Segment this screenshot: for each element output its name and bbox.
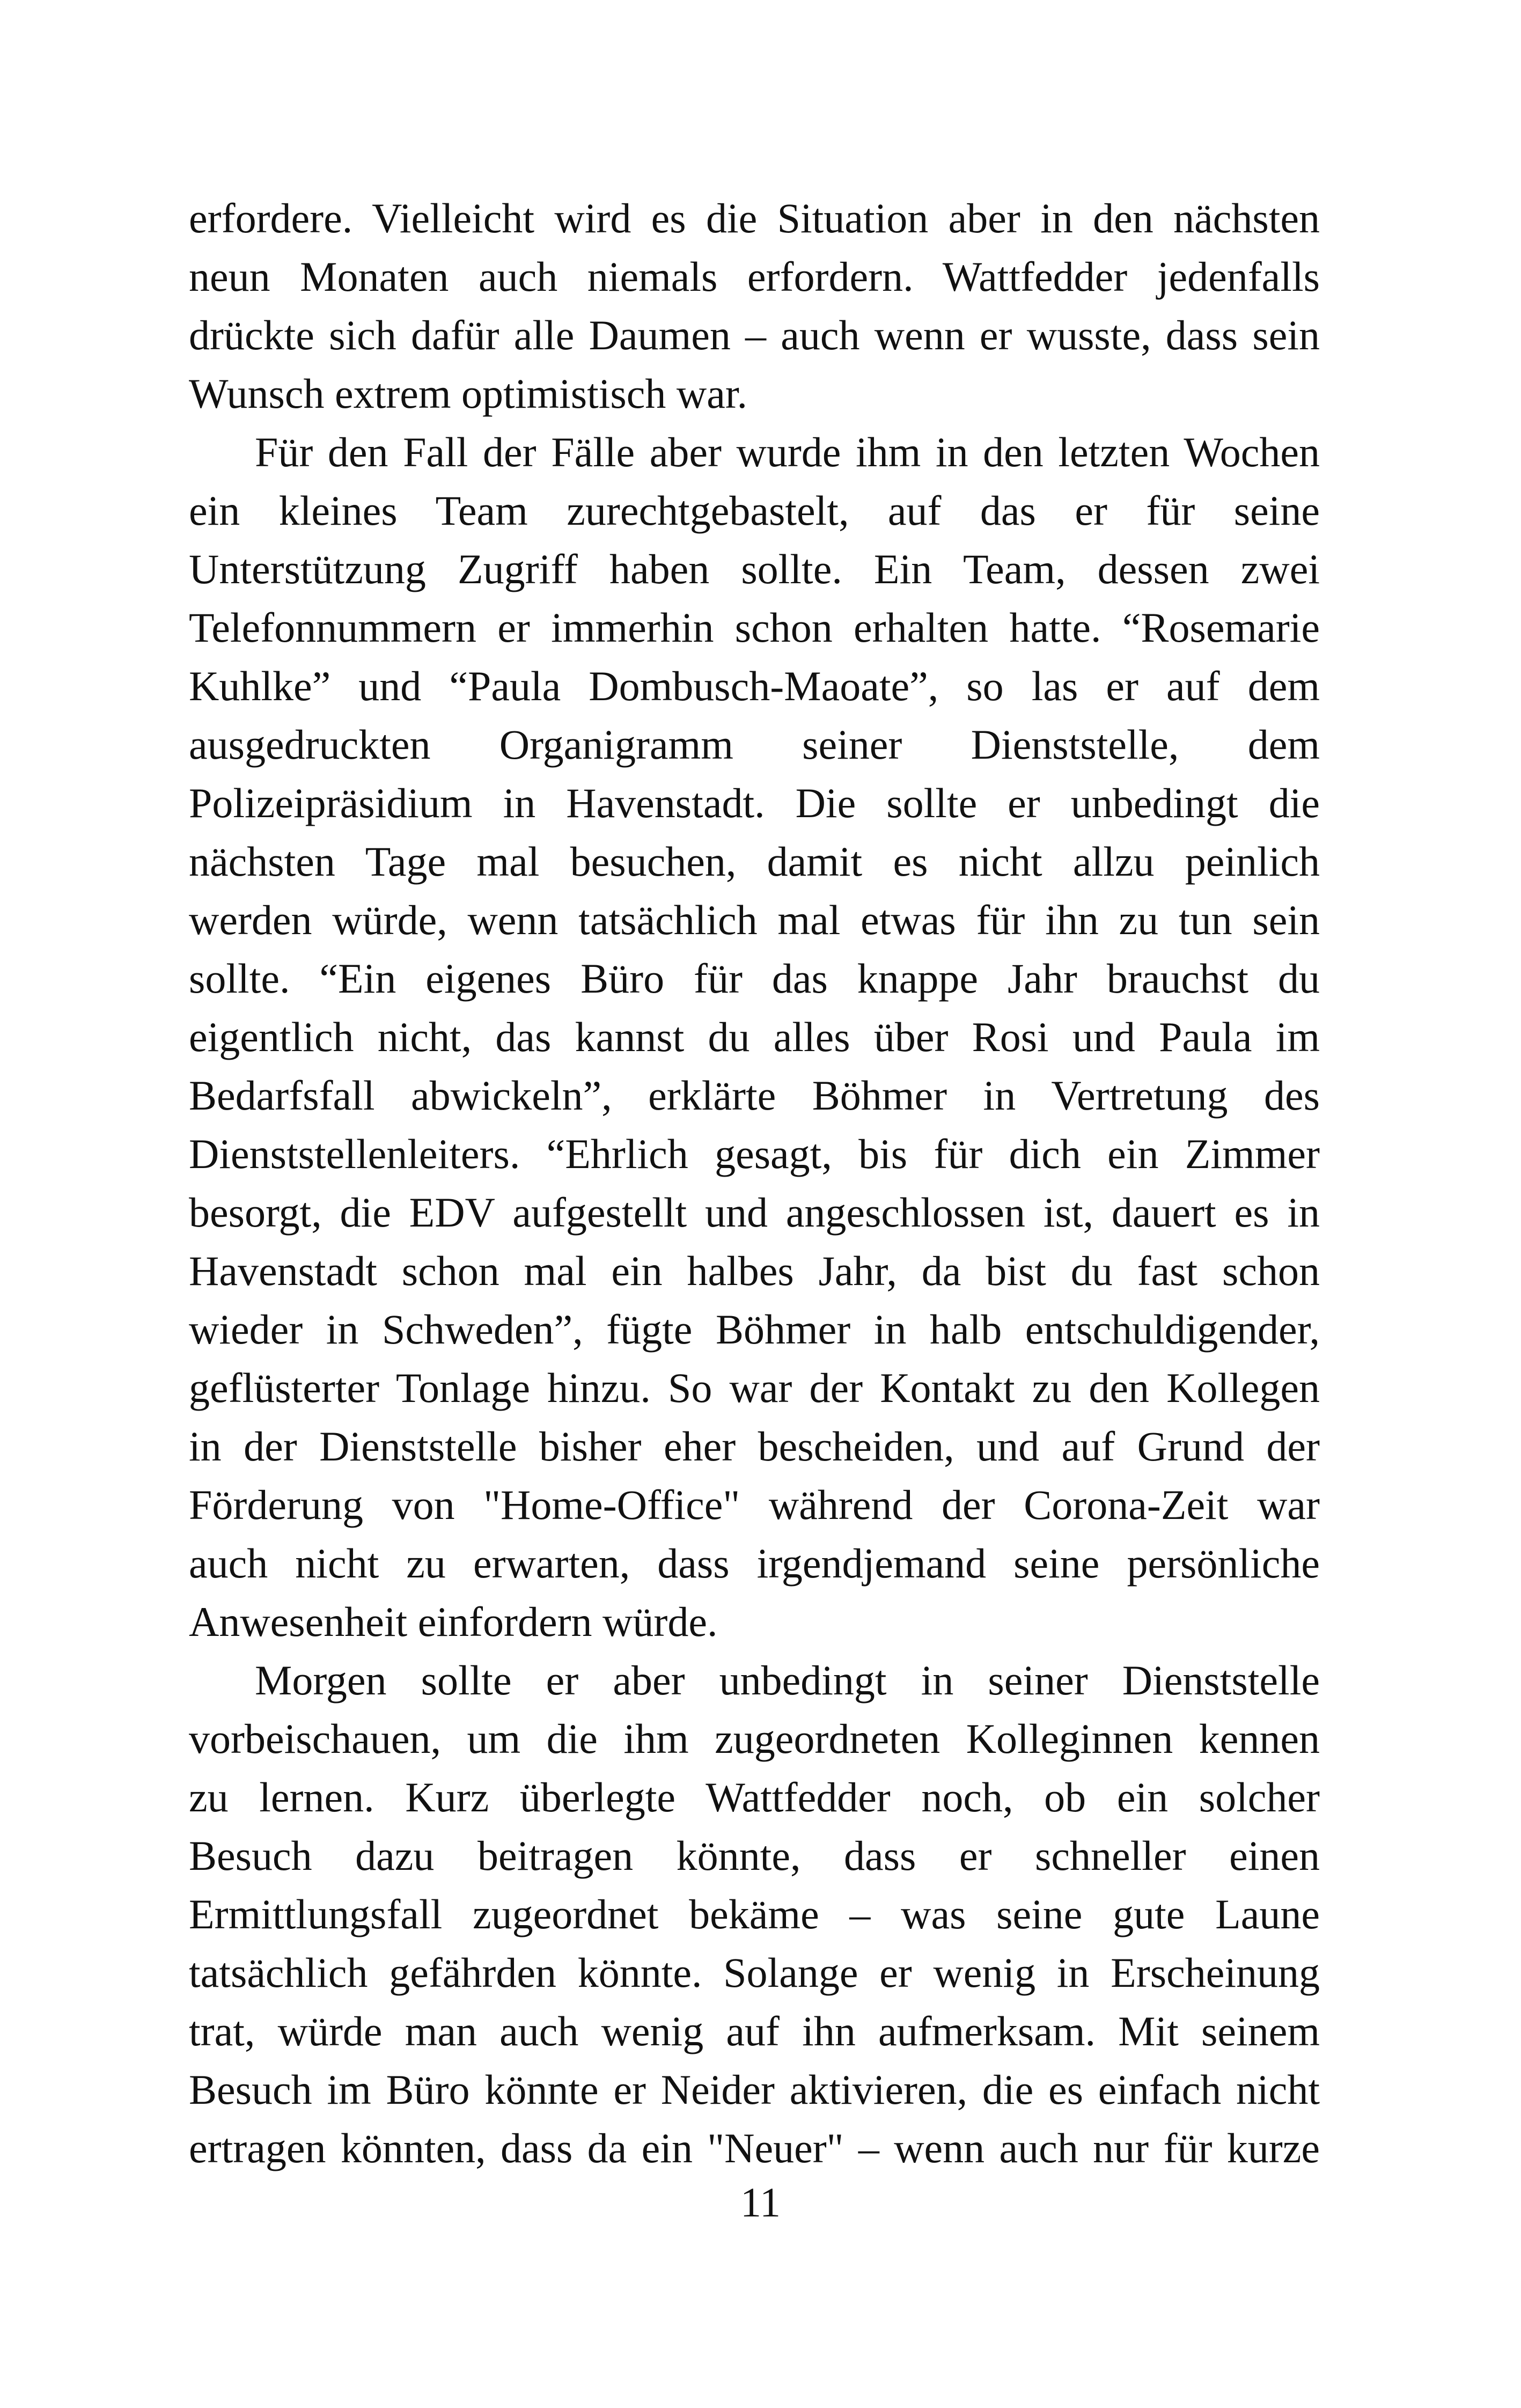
text-line: neun Monaten auch niemals erfordern. Wattfedder jedenfalls: [189, 253, 1320, 300]
text-line: Ermittlungsfall zugeordnet bekäme – was seine gute Laune: [189, 1891, 1320, 1937]
text-line: Für den Fall der Fälle aber wurde ihm in den letzten Wochen: [255, 429, 1320, 475]
text-line: tatsächlich gefährden könnte. Solange er wenig in Erscheinung: [189, 1949, 1320, 1996]
text-line: Telefonnummern er immerhin schon erhalten hatte. “Rosemarie: [189, 604, 1320, 651]
text-line: ein kleines Team zurechtgebastelt, auf das er für seine: [189, 487, 1320, 534]
text-line: drückte sich dafür alle Daumen – auch wenn er wusste, dass sein: [189, 312, 1320, 358]
text-line: nächsten Tage mal besuchen, damit es nicht allzu peinlich: [189, 838, 1320, 885]
body-text: [189, 189, 1320, 2177]
text-line: Bedarfsfall abwickeln”, erklärte Böhmer in Vertretung des: [189, 1072, 1320, 1119]
text-line: wieder in Schweden”, fügte Böhmer in halb entschuldigender,: [189, 1306, 1320, 1353]
text-line: Havenstadt schon mal ein halbes Jahr, da bist du fast schon: [189, 1247, 1320, 1294]
text-line: Unterstützung Zugriff haben sollte. Ein Team, dessen zwei: [189, 546, 1320, 592]
text-line: trat, würde man auch wenig auf ihn aufmerksam. Mit seinem: [189, 2008, 1320, 2054]
text-line: auch nicht zu erwarten, dass irgendjemand seine persönliche: [189, 1540, 1320, 1587]
text-line: sollte. “Ein eigenes Büro für das knappe Jahr brauchst du: [189, 955, 1320, 1002]
text-line: Besuch im Büro könnte er Neider aktivieren, die es einfach nicht: [189, 2066, 1320, 2113]
text-line: geflüsterter Tonlage hinzu. So war der Kontakt zu den Kollegen: [189, 1364, 1320, 1411]
text-line: Dienststellenleiters. “Ehrlich gesagt, bis für dich ein Zimmer: [189, 1130, 1320, 1177]
text-line: Förderung von "Home-Office" während der Corona-Zeit war: [189, 1481, 1320, 1528]
text-line: erfordere. Vielleicht wird es die Situation aber in den nächsten: [189, 195, 1320, 241]
text-line: Morgen sollte er aber unbedingt in seiner Dienststelle: [255, 1657, 1320, 1704]
text-line: Kuhlke” und “Paula Dombusch-Maoate”, so las er auf dem: [189, 663, 1320, 709]
text-line: Anwesenheit einfordern würde.: [189, 1598, 718, 1645]
text-line: Besuch dazu beitragen könnte, dass er schneller einen: [189, 1832, 1320, 1879]
text-line: ertragen könnten, dass da ein "Neuer" – wenn auch nur für kurze: [189, 2125, 1320, 2171]
text-line: werden würde, wenn tatsächlich mal etwas für ihn zu tun sein: [189, 897, 1320, 943]
text-line: zu lernen. Kurz überlegte Wattfedder noch, ob ein solcher: [189, 1774, 1320, 1820]
text-line: Wunsch extrem optimistisch war.: [189, 370, 748, 417]
text-line: besorgt, die EDV aufgestellt und angeschlossen ist, dauert es in: [189, 1189, 1320, 1236]
text-line: in der Dienststelle bisher eher bescheiden, und auf Grund der: [189, 1423, 1320, 1470]
page-number: 11: [740, 2179, 781, 2226]
text-line: ausgedruckten Organigramm seiner Dienststelle, dem: [189, 721, 1320, 768]
text-line: eigentlich nicht, das kannst du alles über Rosi und Paula im: [189, 1014, 1320, 1060]
text-line: Polizeipräsidium in Havenstadt. Die sollte er unbedingt die: [189, 780, 1320, 826]
text-line: vorbeischauen, um die ihm zugeordneten Kolleginnen kennen: [189, 1715, 1320, 1762]
